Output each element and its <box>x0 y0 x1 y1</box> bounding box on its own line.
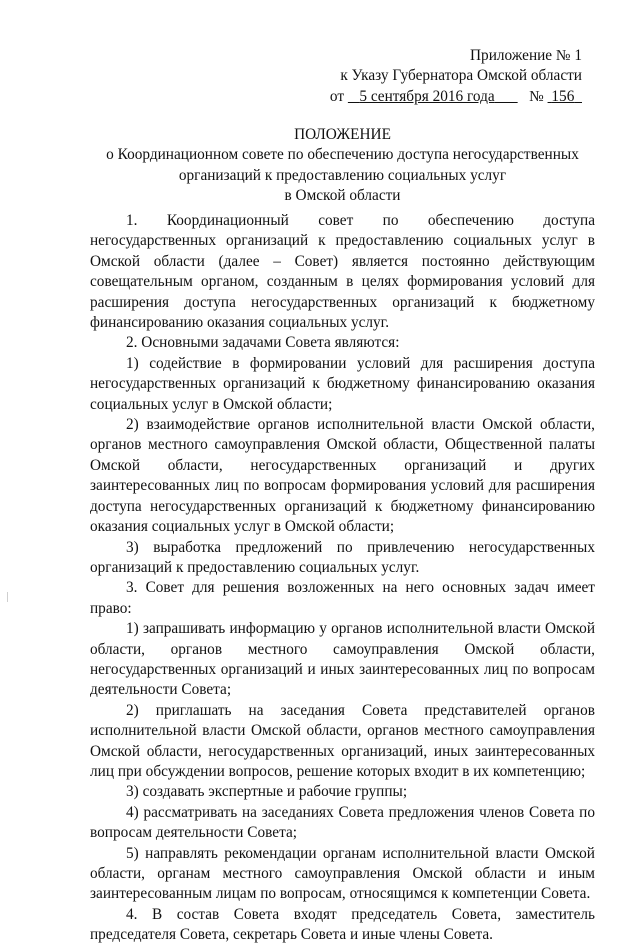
number-label: № <box>529 87 544 105</box>
paragraph-4: 4. В состав Совета входят председатель Совета, заместитель председателя Совета, секретарь Совета и иные члены Совета. <box>90 905 595 944</box>
from-label: от <box>329 87 345 105</box>
decree-dateline <box>242 87 582 107</box>
paragraph-1: 1. Координационный совет по обеспечению доступа негосударственных организаций к предоставлению социальных услуг в Омской области (далее – Совет) является постоянно действующим совещательным органом, созданным в целях формирования условий для расширения доступа негосударственных организаций к бюджетному финансированию оказания социальных услуг. <box>90 212 595 332</box>
appendix-header <box>242 46 582 107</box>
paragraph-3: 3. Совет для решения возложенных на него основных задач имеет право: <box>90 579 595 617</box>
scan-margin-mark <box>7 592 8 602</box>
paragraph-3-item-5: 5) направлять рекомендации органам исполнительной власти Омской области, органам местного самоуправления Омской области и иным заинтересованным лицам по вопросам, относящимся к компетенции Совета. <box>90 844 595 903</box>
title-heading: ПОЛОЖЕНИЕ <box>294 126 391 143</box>
document-title <box>90 125 595 207</box>
appendix-decree-reference: к Указу Губернатора Омской области <box>340 67 582 85</box>
paragraph-3-item-3: 3) создавать экспертные и рабочие группы; <box>126 783 408 801</box>
paragraph-3-item-1: 1) запрашивать информацию у органов исполнительной власти Омской области, органов местного самоуправления Омской области, негосударственных организаций и иных заинтересованных лиц по вопросам деятельности Совета; <box>90 620 595 699</box>
decree-number: 156 <box>551 87 575 105</box>
paragraph-3-item-2: 2) приглашать на заседания Совета представителей органов исполнительной власти Омской области, органов местного самоуправления Омской области, негосударственных организаций, иных заинтересованных лиц при обсуждении вопросов, решение которых входит в их компетенцию; <box>90 701 595 780</box>
paragraph-2: 2. Основными задачами Совета являются: <box>126 334 400 352</box>
paragraph-2-item-3: 3) выработка предложений по привлечению негосударственных организаций к предоставлению социальных услуг. <box>90 538 595 576</box>
title-line-2: организаций к предоставлению социальных услуг <box>178 166 507 184</box>
title-line-3: в Омской области <box>284 187 401 205</box>
document-body <box>90 211 595 946</box>
paragraph-2-item-2: 2) взаимодействие органов исполнительной власти Омской области, органов местного самоуправления Омской области, Общественной палаты Омской области, негосударственных организаций и других заинтересованных лиц по вопросам формирования условий для расширения доступа негосударственных организаций к бюджетному финансированию оказания социальных услуг в Омской области; <box>90 416 595 536</box>
paragraph-2-item-1: 1) содействие в формировании условий для расширения доступа негосударственных организаций к бюджетному финансированию оказания социальных услуг в Омской области; <box>90 354 595 413</box>
appendix-number: Приложение № 1 <box>470 47 582 64</box>
decree-date: 5 сентября 2016 года <box>359 87 495 105</box>
paragraph-3-item-4: 4) рассматривать на заседаниях Совета предложения членов Совета по вопросам деятельности Совета; <box>90 803 595 842</box>
title-line-1: о Координационном совете по обеспечению доступа негосударственных <box>106 146 579 164</box>
